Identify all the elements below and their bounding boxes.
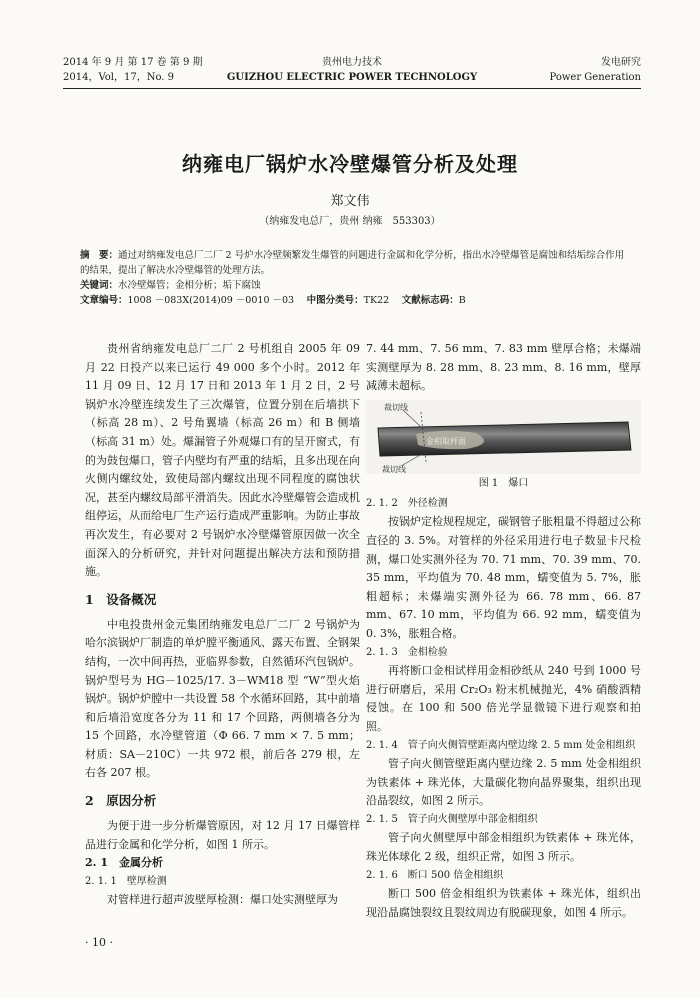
section-2-heading: 2 原因分析 [85, 793, 157, 809]
doc-code-label: 文献标志码： [401, 295, 459, 306]
section-2-1-3-heading: 2. 1. 3 金相检验 [366, 646, 448, 658]
keywords [80, 278, 625, 293]
section-2-1-4-paragraph: 管子向火侧管壁距离内壁边缘 2. 5 mm 处金相组织为铁素体 + 珠光体，大量碳化物向晶界聚集，组织出现沿晶裂纹，如图 2 所示。 [366, 757, 641, 808]
article-metadata [80, 293, 625, 308]
figure-1-caption: 图 1 爆口 [478, 477, 529, 489]
keywords-label: 关键词： [80, 280, 119, 291]
abstract [80, 248, 625, 278]
article-title: 纳雍电厂锅炉水冷壁爆管分析及处理 [182, 152, 518, 176]
journal-issue-en: 2014，Vol，17，No. 9 [63, 72, 175, 83]
section-1-heading: 1 设备概况 [85, 591, 157, 607]
cut-line-label-bottom: 裁切线 [382, 464, 406, 474]
section-2-1-5-paragraph: 管子向火侧壁厚中部金相组织为铁素体 + 珠光体，珠光体球化 2 级，组织正常，如图 3 所示。 [366, 831, 641, 864]
article-no: 1008 －083X(2014)09 －0010 －03 [127, 295, 295, 306]
journal-issue-cn: 2014 年 9 月 第 17 卷 第 9 期 [63, 57, 203, 68]
doc-code: B [458, 295, 466, 306]
journal-name-cn: 贵州电力技术 [322, 57, 382, 68]
intro-paragraph: 贵州省纳雍发电总厂二厂 2 号机组自 2005 年 09 月 22 日投产以来已运行 49 000 多个小时。2012 年 11 月 09 日、12 月 17 日和 2013 年 1 月 2 日，2 号锅炉水冷壁连续发生了三次爆管，位置分别在后墙拱下（标高 28 m）、2 号角翼墙（标高 26 m）和 B 侧墙（标高 31 m）处。爆漏管子外观爆口有的呈开窗式，有的为鼓包爆口，管子内壁均有严重的结垢，且多出现在向火侧内螺纹处，致使局部内螺纹出现不同程度的腐蚀状况，甚至内螺纹局部平滑消失。因此水冷壁爆管会造成机组停运，从而给电厂生产运行造成严重影响。为防止事故再次发生，有必要对 2 号锅炉水冷壁爆管原因做一次全面深入的分析研究，并针对问题提出解决方法和预防措施。 [85, 342, 360, 579]
journal-name-en: GUIZHOU ELECTRIC POWER TECHNOLOGY [226, 72, 478, 83]
section-2-1-1-paragraph: 对管样进行超声波壁厚检测：爆口处实测壁厚为 [107, 893, 338, 907]
abstract-label: 摘 要： [80, 250, 119, 261]
section-2-1-6-paragraph: 断口 500 倍金相组织为铁素体 + 珠光体，组织出现沿晶腐蚀裂纹且裂纹周边有脱碳现象，如图 4 所示。 [366, 887, 641, 919]
section-2-1-1-heading: 2. 1. 1 壁厚检测 [85, 875, 167, 887]
page-number: · 10 · [85, 936, 113, 949]
section-2-1-2-paragraph: 按锅炉定检规程规定，碳钢管子胀粗量不得超过公称直径的 3. 5%。对管样的外径采用进行电子数显卡尺检测，爆口处实测外径为 70. 71 mm、70. 39 mm、70. 35 mm，平均值为 70. 48 mm，蠕变值为 5. 7%，胀粗超标；未爆端实测外径为 66. 78 mm、66. 87 mm、67. 10 mm，平均值为 66. 92 mm，蠕变值为 0. 3%，胀粗合格。 [366, 515, 641, 640]
section-2-1-3-paragraph: 再将断口金相试样用金相砂纸从 240 号到 1000 号进行研磨后，采用 Cr₂O₃ 粉末机械抛光，4% 硝酸酒精侵蚀。在 100 和 500 倍光学显微镜下进行观察和拍照。 [366, 664, 641, 733]
right-column [366, 340, 641, 922]
left-column [85, 340, 360, 910]
author-name: 郑文伟 [330, 194, 370, 209]
section-2-1-2-heading: 2. 1. 2 外径检测 [366, 497, 448, 509]
section-name-en: Power Generation [549, 72, 641, 83]
section-2-1-4-heading: 2. 1. 4 管子向火侧管壁距离内壁边缘 2. 5 mm 处金相组织 [366, 739, 636, 751]
wall-thickness-continued: 7. 44 mm、7. 56 mm、7. 83 mm 壁厚合格；未爆端实测壁厚为 8. 28 mm、8. 23 mm、8. 16 mm，壁厚减薄未超标。 [366, 342, 641, 393]
section-2-1-6-heading: 2. 1. 6 断口 500 倍金相组织 [366, 869, 504, 881]
clc-code: TK22 [363, 295, 390, 306]
clc-label: 中图分类号： [306, 295, 364, 306]
abstract-text: 通过对纳雍发电总厂二厂 2 号炉水冷壁频繁发生爆管的问题进行金属和化学分析，指出水冷壁爆管是腐蚀和结垢综合作用的结果，提出了解决水冷壁爆管的处理方法。 [80, 250, 625, 276]
section-2-paragraph: 为便于进一步分析爆管原因，对 12 月 17 日爆管样品进行金属和化学分析，如图 1 所示。 [85, 819, 360, 851]
section-name-cn: 发电研究 [601, 57, 641, 68]
section-2-1-heading: 2. 1 金属分析 [85, 856, 163, 870]
header-rule [63, 88, 641, 89]
section-2-1-5-heading: 2. 1. 5 管子向火侧壁厚中部金相组织 [366, 813, 538, 825]
figure-1 [366, 400, 641, 474]
keywords-text: 水冷壁爆管；金相分析；垢下腐蚀 [118, 280, 261, 291]
burst-tube-photo [366, 400, 641, 474]
author-affiliation: （纳雍发电总厂，贵州 纳雍 553303） [259, 216, 441, 227]
sample-surface-label: 金相取样面 [426, 436, 466, 446]
cut-line-label-top: 裁切线 [384, 402, 408, 412]
section-1-paragraph: 中电投贵州金元集团纳雍发电总厂二厂 2 号锅炉为哈尔滨锅炉厂制造的单炉膛平衡通风、露天布置、全钢架结构，一次中间再热，亚临界参数，自然循环汽包锅炉。锅炉型号为 HG－1025/17. 3－WM18 型 “W”型火焰锅炉。锅炉炉膛中一共设置 58 个水循环回路，其中前墙和后墙沿宽度各分为 11 和 17 个回路，两侧墙各分为 15 个回路，水冷壁管道（Φ 66. 7 mm × 7. 5 mm；材质：SA－210C）一共 972 根，前后各 279 根，左右各 207 根。 [85, 617, 360, 780]
article-no-label: 文章编号： [80, 295, 128, 306]
